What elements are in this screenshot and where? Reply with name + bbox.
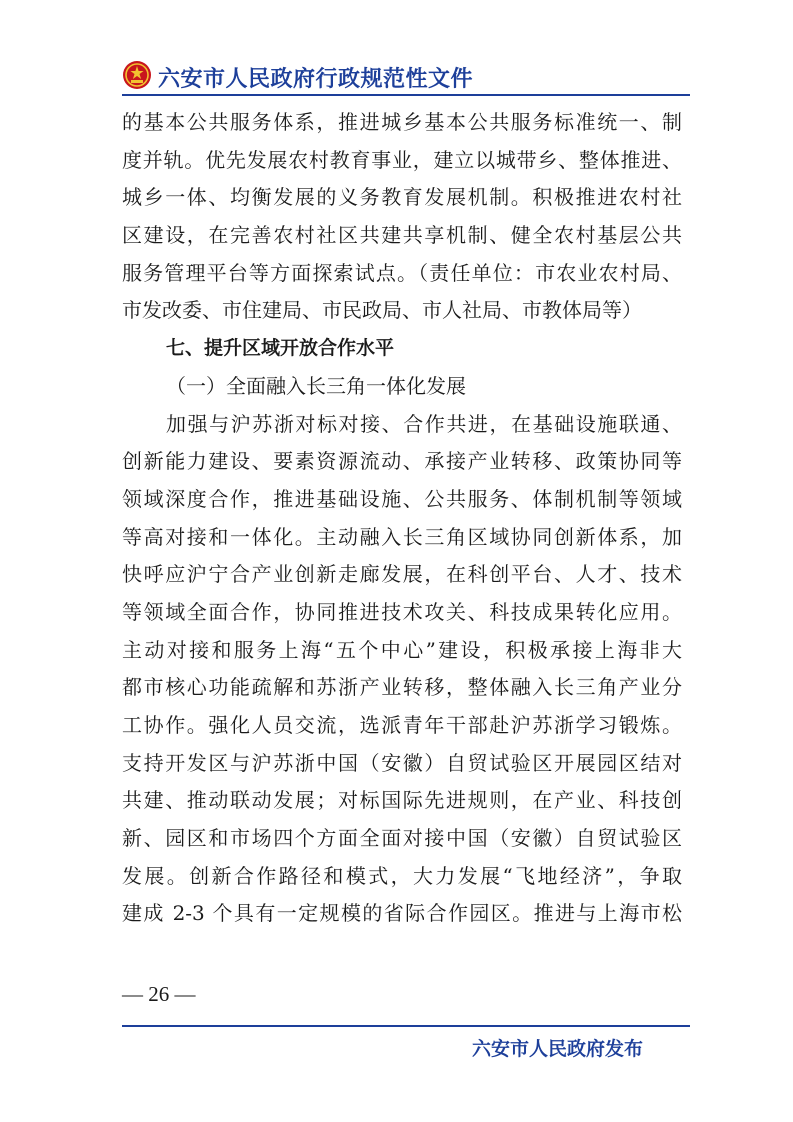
- page-number: — 26 —: [122, 982, 196, 1006]
- body-line: 区建设，在完善农村社区共建共享机制、健全农村基层公共: [122, 223, 682, 248]
- body-line: 的基本公共服务体系，推进城乡基本公共服务标准统一、制: [122, 110, 682, 134]
- body-line: 加强与沪苏浙对标对接、合作共进，在基础设施联通、: [166, 411, 682, 436]
- document-body: [122, 104, 682, 933]
- body-line: 市发改委、市住建局、市民政局、市人社局、市教体局等）: [122, 298, 642, 323]
- body-line: 创新能力建设、要素资源流动、承接产业转移、政策协同等: [122, 449, 682, 474]
- body-line: 共建、推动联动发展；对标国际先进规则，在产业、科技创: [122, 788, 682, 813]
- body-line: 发展。创新合作路径和模式，大力发展“飞地经济”，争取: [122, 863, 682, 888]
- body-line: 领域深度合作，推进基础设施、公共服务、体制机制等领域: [122, 486, 682, 511]
- header-title: 六安市人民政府行政规范性文件: [158, 67, 474, 92]
- body-line: 建成 2-3 个具有一定规模的省际合作园区。推进与上海市松: [122, 901, 682, 926]
- body-line: 等高对接和一体化。主动融入长三角区域协同创新体系，加: [122, 524, 682, 549]
- section-heading: 七、提升区域开放合作水平: [166, 337, 395, 360]
- body-line: 服务管理平台等方面探索试点。（责任单位：市农业农村局、: [122, 260, 682, 285]
- body-line: 都市核心功能疏解和苏浙产业转移，整体融入长三角产业分: [122, 675, 682, 700]
- body-line: 主动对接和服务上海“五个中心”建设，积极承接上海非大: [122, 637, 682, 662]
- body-line: 度并轨。优先发展农村教育事业，建立以城带乡、整体推进、: [122, 147, 682, 172]
- body-line: 等领域全面合作，协同推进技术攻关、科技成果转化应用。: [122, 599, 682, 624]
- body-line: 支持开发区与沪苏浙中国（安徽）自贸试验区开展园区结对: [122, 750, 682, 775]
- body-line: 快呼应沪宁合产业创新走廊发展，在科创平台、人才、技术: [122, 562, 682, 587]
- body-line: 新、园区和市场四个方面全面对接中国（安徽）自贸试验区: [122, 826, 682, 851]
- footer-divider: [122, 1025, 690, 1027]
- document-header: [122, 58, 682, 98]
- national-emblem-icon: [122, 60, 152, 90]
- subsection-heading: （一）全面融入长三角一体化发展: [166, 373, 466, 398]
- body-line: 工协作。强化人员交流，选派青年干部赴沪苏浙学习锻炼。: [122, 713, 682, 737]
- body-line: 城乡一体、均衡发展的义务教育发展机制。积极推进农村社: [122, 185, 682, 210]
- header-divider: [122, 94, 690, 96]
- footer-publisher: 六安市人民政府发布: [472, 1038, 644, 1060]
